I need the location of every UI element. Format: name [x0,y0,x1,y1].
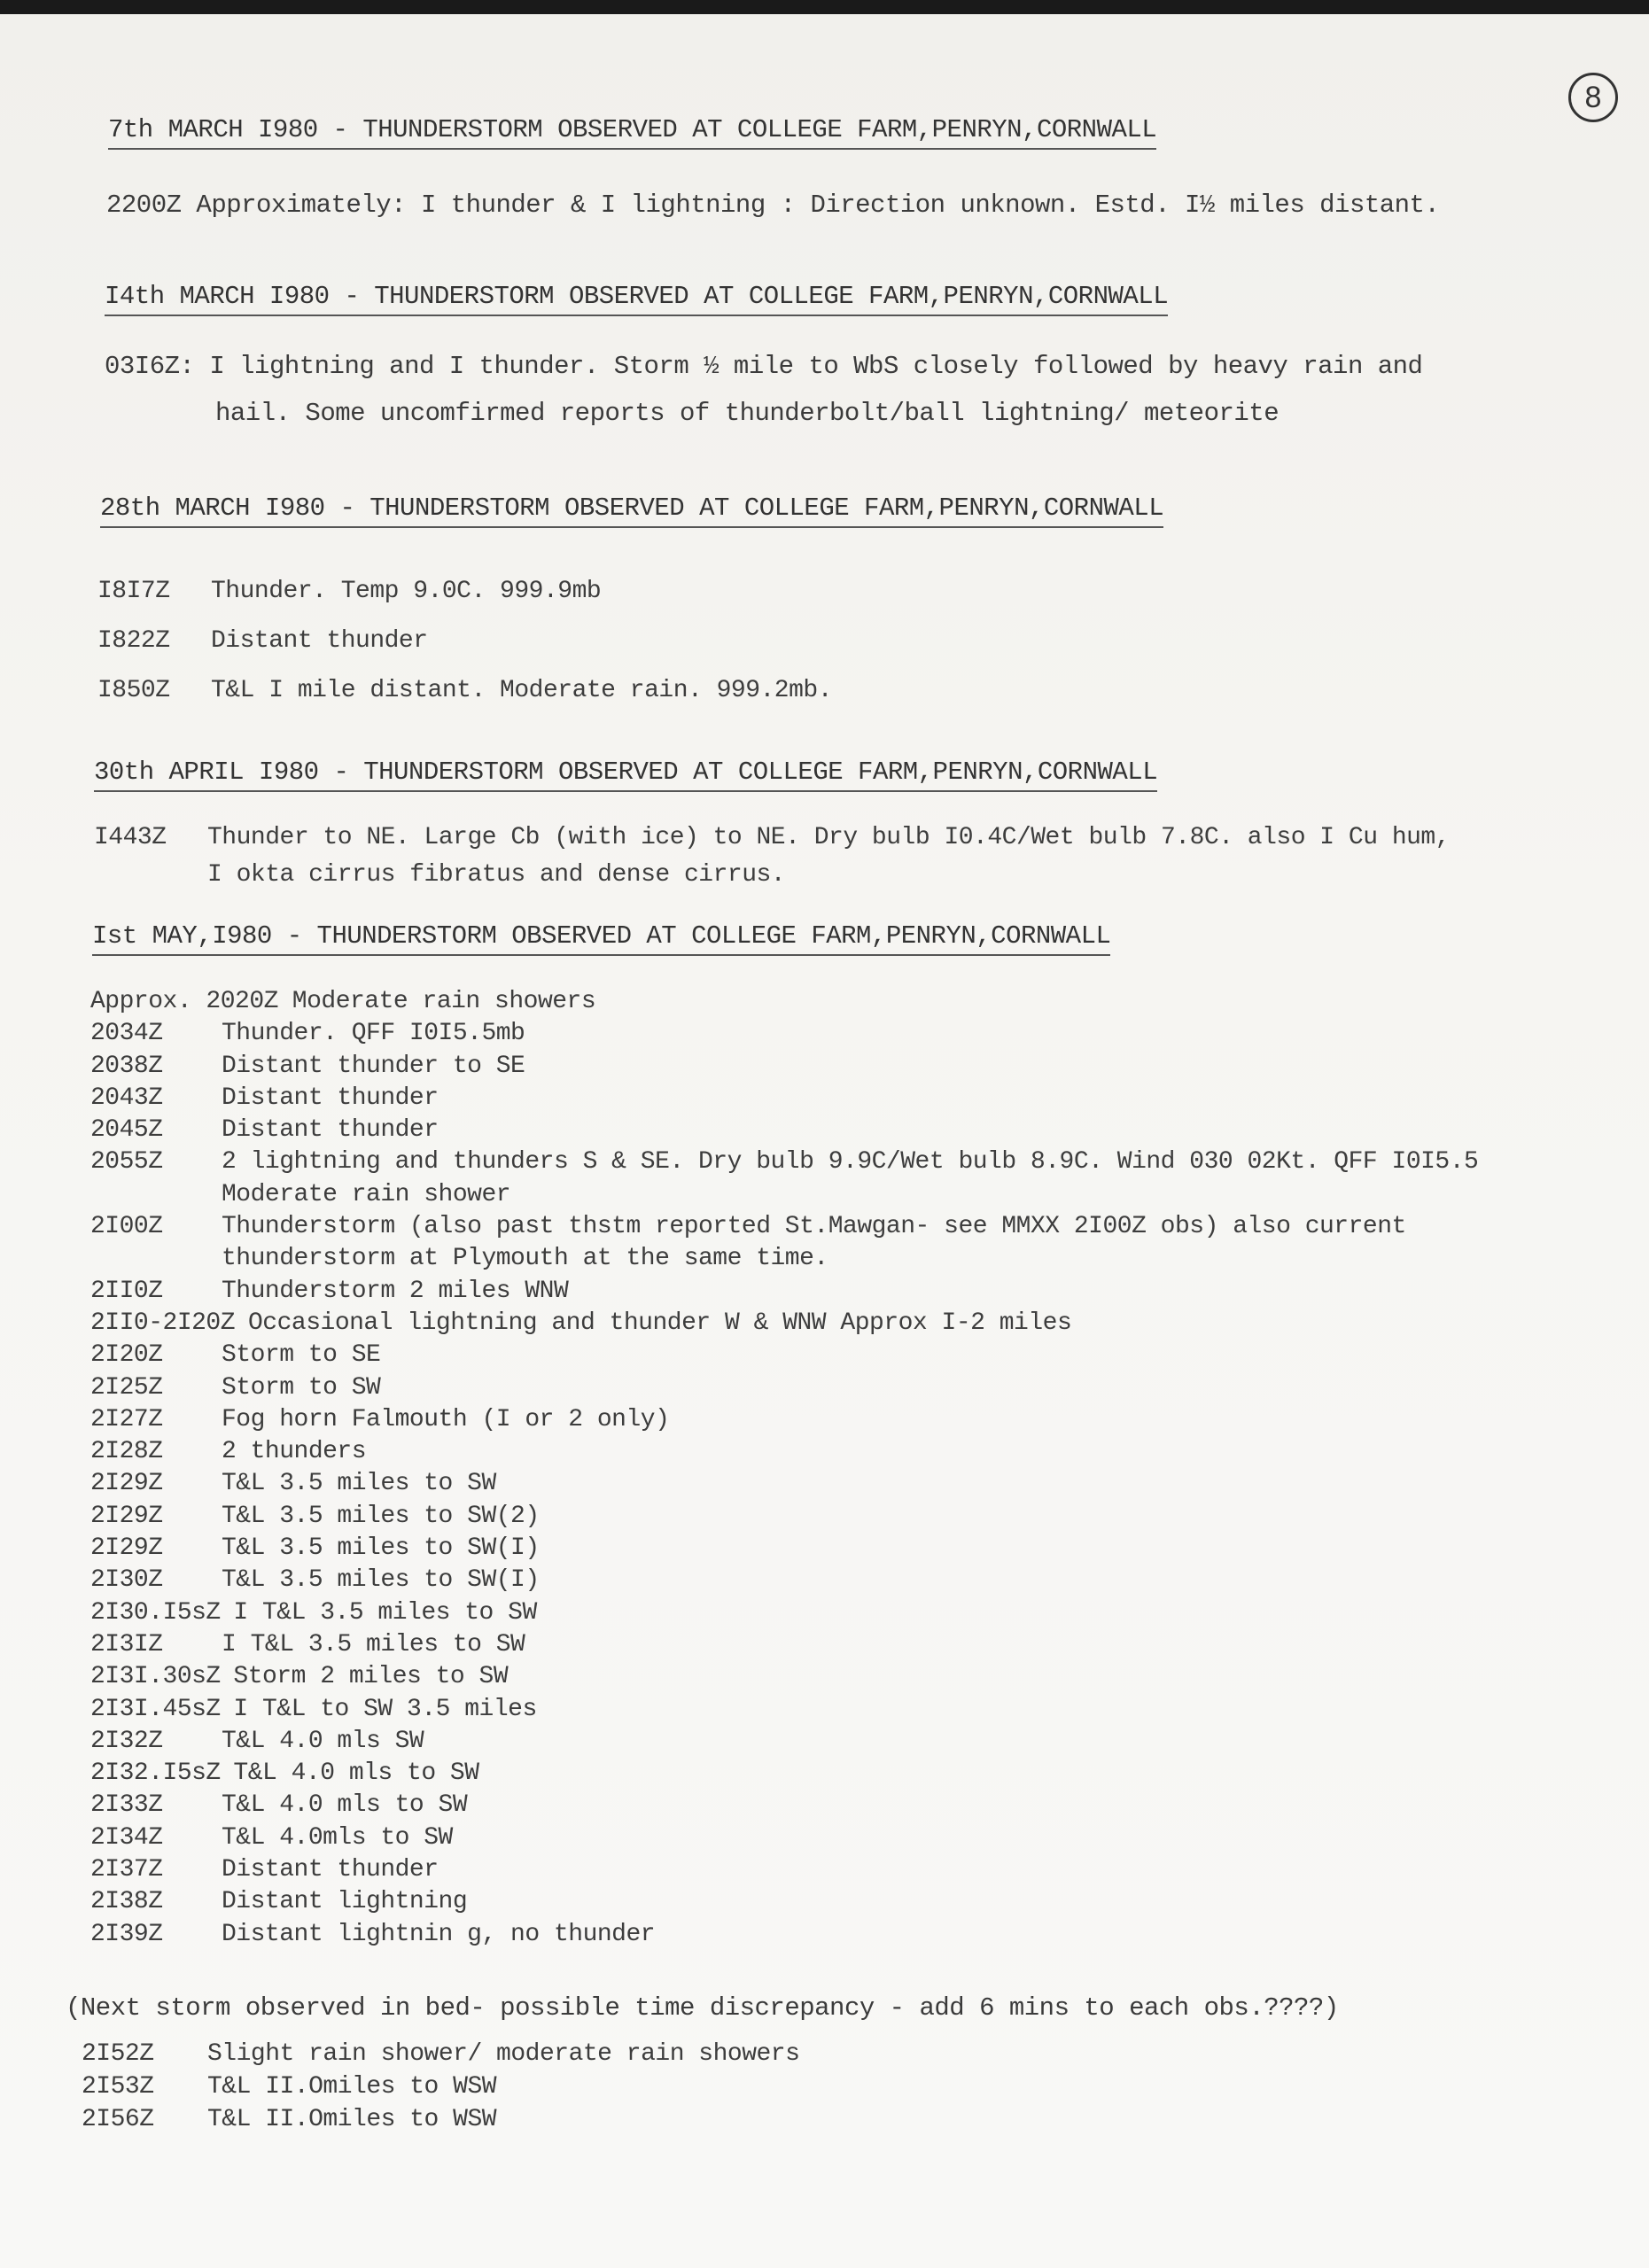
entry-text: Storm 2 miles to SW [233,1663,509,1690]
entry-time: 2I56Z [82,2106,154,2133]
entry-time: 2I29Z [90,1503,163,1530]
entry-text: Approximately: I thunder & I lightning : Direction unknown. Estd. I½ miles distant. [196,190,1440,220]
time-discrepancy-note: (Next storm observed in bed- possible time discrepancy - add 6 mins to each obs.????) [66,1993,1339,2023]
entry-text: T&L 4.0mls to SW [222,1824,453,1852]
entry-time: 2I39Z [90,1921,163,1948]
entry-text: 2 lightning and thunders S & SE. Dry bulb 9.9C/Wet bulb 8.9C. Wind 030 02Kt. QFF I0I5.5 [222,1148,1479,1176]
entry-time: 2II0-2I20Z [90,1309,236,1337]
entry-time: 2I38Z [90,1888,163,1915]
entry-time: 2I27Z [90,1406,163,1433]
entry-time: 2I52Z [82,2040,154,2068]
entry-text: Distant thunder [222,1084,439,1112]
entry-text: T&L 3.5 miles to SW [222,1470,496,1497]
entry-time: Approx. 2020Z [90,988,278,1015]
entry-line [106,190,1439,220]
scan-top-edge [0,0,1649,14]
entry-text: T&L 4.0 mls to SW [222,1791,468,1819]
entry-time: 2I28Z [90,1438,163,1465]
entry-time: 2I37Z [90,1856,163,1884]
entry-time: 2I53Z [82,2073,154,2101]
entry-time: 2I25Z [90,1374,163,1402]
entry-time: 2I3I.45sZ [90,1696,221,1723]
entry-text: Thunderstorm (also past thstm reported St.Mawgan- see MMXX 2I00Z obs) also current [222,1213,1406,1240]
entry-text: Distant thunder [211,627,428,655]
entry-time: I822Z [97,627,170,655]
entry-text-continued: thunderstorm at Plymouth at the same time. [222,1245,828,1272]
entry-text: T&L 4.0 mls to SW [233,1759,479,1787]
entry-text: 2 thunders [222,1438,367,1465]
entry-time: 2I33Z [90,1791,163,1819]
entry-time: I850Z [97,677,170,704]
entry-text-continued: I okta cirrus fibratus and dense cirrus. [207,861,786,889]
section-heading: I4th MARCH I980 - THUNDERSTORM OBSERVED AT COLLEGE FARM,PENRYN,CORNWALL [105,282,1168,316]
entry-text: Thunderstorm 2 miles WNW [222,1278,569,1305]
entry-text: T&L 3.5 miles to SW(I) [222,1534,540,1562]
entry-text: Distant thunder [222,1856,439,1884]
entry-text: T&L II.Omiles to WSW [207,2073,497,2101]
entry-time: 2I34Z [90,1824,163,1852]
entry-text: Distant lightning [222,1888,468,1915]
entry-text-continued: Moderate rain shower [222,1181,511,1208]
entry-time: 2II0Z [90,1278,163,1305]
section-heading: Ist MAY,I980 - THUNDERSTORM OBSERVED AT COLLEGE FARM,PENRYN,CORNWALL [92,921,1110,956]
entry-time: 03I6Z: [105,352,195,381]
entry-line [105,352,1422,381]
entry-text: I T&L 3.5 miles to SW [222,1631,525,1658]
entry-text: Distant thunder [222,1116,439,1144]
entry-time: I8I7Z [97,578,170,605]
entry-text: T&L II.Omiles to WSW [207,2106,497,2133]
entry-time: 2055Z [90,1148,163,1176]
entry-text: Slight rain shower/ moderate rain showers [207,2040,800,2068]
entry-text: I T&L to SW 3.5 miles [233,1696,537,1723]
entry-time: 2I30Z [90,1566,163,1594]
entry-time: 2045Z [90,1116,163,1144]
entry-time: 2I3IZ [90,1631,163,1658]
entry-time: 2038Z [90,1052,163,1080]
entry-time: 2I32Z [90,1728,163,1755]
page-number: 8 [1568,73,1618,122]
section-heading: 7th MARCH I980 - THUNDERSTORM OBSERVED AT COLLEGE FARM,PENRYN,CORNWALL [108,115,1156,150]
entry-text: Moderate rain showers [292,988,596,1015]
entry-text: I T&L 3.5 miles to SW [233,1599,537,1627]
entry-text-continued: hail. Some uncomfirmed reports of thunderbolt/ball lightning/ meteorite [215,399,1280,428]
entry-time: 2I29Z [90,1534,163,1562]
entry-time: 2I30.I5sZ [90,1599,221,1627]
entry-text: Thunder. QFF I0I5.5mb [222,1020,525,1047]
entry-text: Thunder to NE. Large Cb (with ice) to NE. Dry bulb I0.4C/Wet bulb 7.8C. also I Cu hum, [207,824,1451,851]
entry-text: Distant lightnin g, no thunder [222,1921,656,1948]
entry-time: 2I32.I5sZ [90,1759,221,1787]
section-heading: 28th MARCH I980 - THUNDERSTORM OBSERVED AT COLLEGE FARM,PENRYN,CORNWALL [100,493,1163,528]
entry-text: T&L I mile distant. Moderate rain. 999.2mb. [211,677,833,704]
entry-text: Thunder. Temp 9.0C. 999.9mb [211,578,602,605]
section-heading: 30th APRIL I980 - THUNDERSTORM OBSERVED AT COLLEGE FARM,PENRYN,CORNWALL [94,757,1157,792]
entry-time: I443Z [94,824,167,851]
entry-text: T&L 4.0 mls SW [222,1728,424,1755]
entry-time: 2I3I.30sZ [90,1663,221,1690]
entry-text: I lightning and I thunder. Storm ½ mile to WbS closely followed by heavy rain and [209,352,1423,381]
entry-text: Fog horn Falmouth (I or 2 only) [222,1406,670,1433]
entry-text: Occasional lightning and thunder W & WNW Approx I-2 miles [248,1309,1072,1337]
entry-text: Distant thunder to SE [222,1052,525,1080]
entry-time: 2I29Z [90,1470,163,1497]
entry-time: 2034Z [90,1020,163,1047]
entry-text: Storm to SE [222,1341,381,1369]
entry-time: 2I20Z [90,1341,163,1369]
entry-text: T&L 3.5 miles to SW(I) [222,1566,540,1594]
entry-text: T&L 3.5 miles to SW(2) [222,1503,540,1530]
entry-text: Storm to SW [222,1374,381,1402]
entry-time: 2I00Z [90,1213,163,1240]
entry-time: 2200Z [106,190,182,220]
entry-time: 2043Z [90,1084,163,1112]
